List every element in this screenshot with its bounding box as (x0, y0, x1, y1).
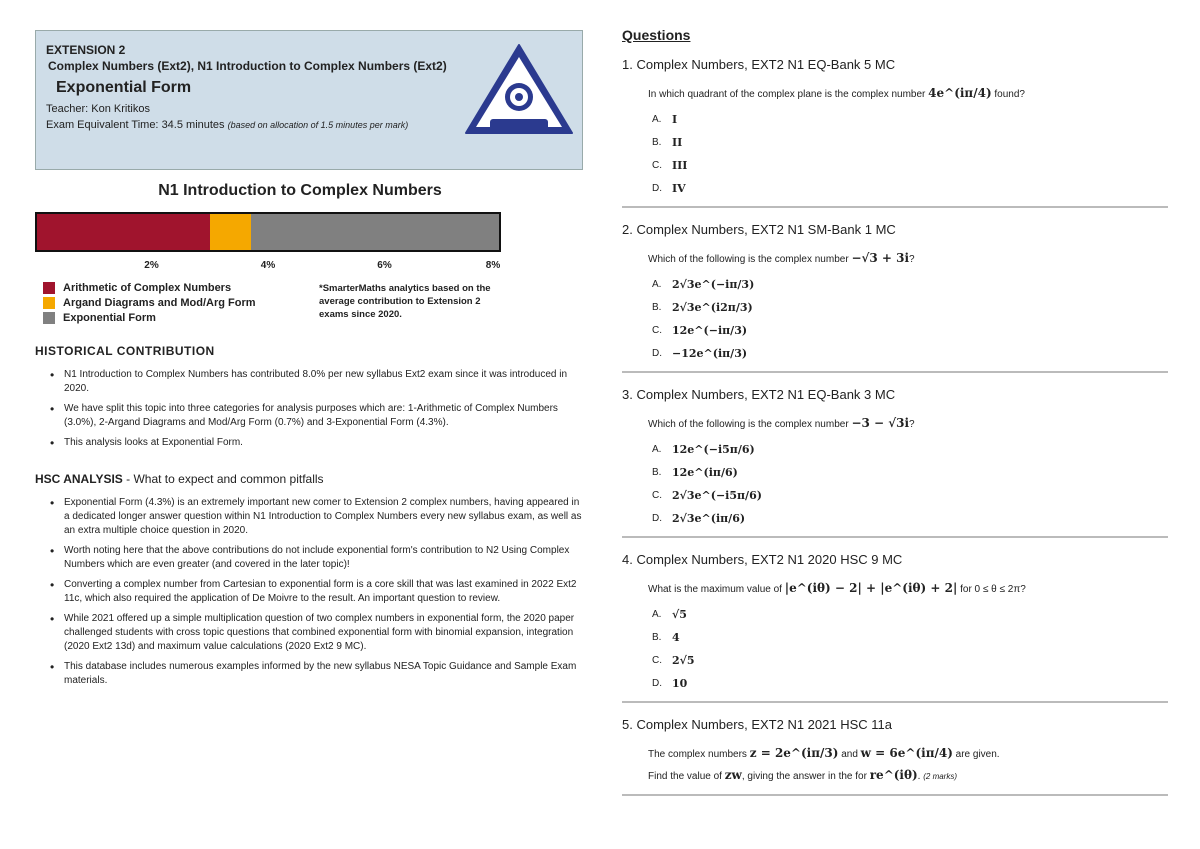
option-value: −12e^(iπ/3) (672, 347, 748, 360)
teacher-label: Teacher: (46, 103, 89, 115)
option-c[interactable] (652, 319, 1168, 342)
legend-swatch (43, 297, 55, 309)
option-value: 2√3e^(i2π/3) (672, 301, 753, 314)
topic-label: Complex Numbers (Ext2), N1 Introduction to Complex Numbers (Ext2) (48, 59, 447, 73)
question-title: 3. Complex Numbers, EXT2 N1 EQ-Bank 3 MC (622, 387, 896, 402)
school-logo (462, 41, 576, 141)
option-letter: B. (652, 467, 662, 478)
question-text-part: What is the maximum value of (648, 584, 785, 595)
option-letter: C. (652, 490, 662, 501)
option-value: 10 (672, 677, 688, 690)
option-letter: B. (652, 632, 662, 643)
question-5 (622, 717, 1168, 796)
question-1 (622, 57, 1168, 208)
question-text (622, 251, 1168, 265)
list-item: • Worth noting here that the above contributions do not include exponential form's contribution to N2 Using Complex Numbers which are even greater (and covered in the later topic)! (50, 544, 583, 572)
chart-legend (43, 280, 256, 325)
question-text (622, 416, 1168, 430)
q5-text: are given. (952, 749, 1000, 760)
q5-marks: (2 marks) (923, 772, 958, 781)
option-value: 2√3e^(−iπ/3) (672, 278, 755, 291)
q5-text: , giving the answer in the for (741, 771, 870, 782)
question-text (622, 86, 1168, 100)
q5-math-w: w = 6e^(iπ/4) (860, 746, 953, 760)
historical-list (35, 368, 583, 450)
question-title: 1. Complex Numbers, EXT2 N1 EQ-Bank 5 MC (622, 57, 896, 72)
option-letter: A. (652, 444, 662, 455)
legend-item (43, 295, 256, 310)
legend-label: Arithmetic of Complex Numbers (63, 281, 232, 294)
option-letter: A. (652, 609, 662, 620)
option-d[interactable] (652, 177, 1168, 200)
question-text (622, 768, 1168, 782)
question-text (622, 746, 1168, 760)
option-c[interactable] (652, 649, 1168, 672)
list-item: • Converting a complex number from Cartesian to exponential form is a core skill that was last examined in 2022 Ext2 11c, which also required the application of De Moivre to the result. An important question to review. (50, 578, 583, 606)
hsc-list (35, 496, 583, 688)
option-d[interactable] (652, 507, 1168, 530)
question-text-part: for 0 ≤ θ ≤ 2π? (957, 584, 1026, 595)
q5-text: and (838, 749, 861, 760)
option-letter: A. (652, 114, 662, 125)
option-value: 2√5 (672, 654, 695, 667)
bar-segment (37, 214, 210, 250)
questions-heading: Questions (622, 27, 691, 43)
x-tick-label: 6% (377, 260, 392, 271)
option-list (622, 438, 1168, 530)
left-column (35, 30, 583, 694)
x-tick-label: 2% (144, 260, 159, 271)
option-b[interactable] (652, 296, 1168, 319)
option-letter: D. (652, 183, 662, 194)
option-letter: A. (652, 279, 662, 290)
option-c[interactable] (652, 484, 1168, 507)
contribution-chart (35, 210, 583, 330)
list-item: • We have split this topic into three categories for analysis purposes which are: 1-Arithmetic of Complex Numbers (3.0%), 2-Argand Diagrams and Mod/Arg Form (0.7%) and 3-Exponential Form (4.3%). (50, 402, 583, 430)
page-title: Exponential Form (56, 79, 192, 96)
historical-heading: HISTORICAL CONTRIBUTION (35, 344, 215, 358)
question-math: |e^(iθ) − 2| + |e^(iθ) + 2| (784, 581, 958, 595)
list-item: • This database includes numerous examples informed by the new syllabus NESA Topic Guidance and Sample Exam materials. (50, 660, 583, 688)
question-4 (622, 552, 1168, 703)
chart-title: N1 Introduction to Complex Numbers (158, 182, 442, 199)
option-value: I (672, 113, 678, 126)
question-math: −√3 + 3i (851, 251, 910, 265)
option-value: 2√3e^(−i5π/6) (672, 489, 762, 502)
option-letter: B. (652, 137, 662, 148)
q5-text: The complex numbers (648, 749, 750, 760)
extension-label: EXTENSION 2 (46, 43, 126, 57)
option-value: 12e^(−i5π/6) (672, 443, 755, 456)
q5-text: Find the value of (648, 771, 725, 782)
option-list (622, 108, 1168, 200)
list-item: • This analysis looks at Exponential Form. (50, 436, 583, 450)
legend-item (43, 310, 256, 325)
hsc-heading-main: HSC ANALYSIS (35, 472, 123, 486)
option-value: 12e^(iπ/6) (672, 466, 738, 479)
question-text-part: Which of the following is the complex number (648, 254, 852, 265)
option-a[interactable] (652, 603, 1168, 626)
hsc-heading-sub: - What to expect and common pitfalls (122, 472, 324, 486)
time-value: 34.5 minutes (161, 119, 225, 131)
question-title: 4. Complex Numbers, EXT2 N1 2020 HSC 9 MC (622, 552, 903, 567)
option-letter: D. (652, 678, 662, 689)
teacher-name: Kon Kritikos (91, 103, 150, 115)
option-list (622, 273, 1168, 365)
option-b[interactable] (652, 131, 1168, 154)
bar-segment (210, 214, 250, 250)
option-d[interactable] (652, 342, 1168, 365)
option-value: 12e^(−iπ/3) (672, 324, 748, 337)
option-value: IV (672, 182, 686, 195)
legend-label: Argand Diagrams and Mod/Arg Form (63, 296, 256, 309)
legend-swatch (43, 312, 55, 324)
right-column (622, 27, 1168, 796)
stacked-bar (35, 212, 501, 252)
option-d[interactable] (652, 672, 1168, 695)
option-letter: C. (652, 325, 662, 336)
x-axis-ticks (35, 260, 501, 274)
option-letter: B. (652, 302, 662, 313)
bar-segment (251, 214, 499, 250)
legend-swatch (43, 282, 55, 294)
x-tick-label: 4% (260, 260, 276, 271)
option-value: 4 (672, 631, 680, 644)
list-item: • While 2021 offered up a simple multiplication question of two complex numbers in exponential form, the 2020 paper challenged students with cross topic questions that combined exponential form with binomial expansion, integration (2020 Ext2 13d) and maximum value calculations (2020 Ext2 9 MC). (50, 612, 583, 654)
option-a[interactable] (652, 273, 1168, 296)
legend-label: Exponential Form (63, 311, 156, 324)
question-3 (622, 387, 1168, 538)
option-a[interactable] (652, 438, 1168, 461)
q5-math-zw: zw (724, 768, 742, 782)
option-letter: C. (652, 160, 662, 171)
legend-item (43, 280, 256, 295)
list-item: • Exponential Form (4.3%) is an extremely important new comer to Extension 2 complex numbers, having appeared in a dedicated longer answer question within N1 Introduction to Complex Numbers every new syllabus exam, as well as an extra multiple choice question in 2020. (50, 496, 583, 538)
option-value: 2√3e^(iπ/6) (672, 512, 746, 525)
question-2 (622, 222, 1168, 373)
time-note: (based on allocation of 1.5 minutes per mark) (227, 120, 409, 130)
question-math: 4e^(iπ/4) (928, 86, 992, 100)
option-letter: D. (652, 348, 662, 359)
q5-text: . (917, 771, 921, 782)
header-box (35, 30, 583, 170)
option-b[interactable] (652, 626, 1168, 649)
question-title: 5. Complex Numbers, EXT2 N1 2021 HSC 11a (622, 717, 892, 732)
option-value: II (672, 136, 683, 149)
list-item: • N1 Introduction to Complex Numbers has contributed 8.0% per new syllabus Ext2 exam since it was introduced in 2020. (50, 368, 583, 396)
option-list (622, 603, 1168, 695)
question-title: 2. Complex Numbers, EXT2 N1 SM-Bank 1 MC (622, 222, 896, 237)
question-text (622, 581, 1168, 595)
time-label: Exam Equivalent Time: (46, 119, 159, 131)
question-text-part: ? (909, 254, 915, 265)
option-a[interactable] (652, 108, 1168, 131)
x-tick-label: 8% (485, 260, 501, 271)
option-b[interactable] (652, 461, 1168, 484)
hsc-heading (35, 472, 583, 486)
chart-note: *SmarterMaths analytics based on the average contribution to Extension 2 exams since 2020. (319, 283, 491, 320)
question-text-part: ? (909, 419, 915, 430)
option-letter: C. (652, 655, 662, 666)
q5-math-z: z = 2e^(iπ/3) (749, 746, 839, 760)
question-math: −3 − √3i (851, 416, 910, 430)
q5-math-form: re^(iθ) (869, 768, 918, 782)
question-text-part: Which of the following is the complex number (648, 419, 852, 430)
option-letter: D. (652, 513, 662, 524)
question-text-part: found? (991, 89, 1025, 100)
option-c[interactable] (652, 154, 1168, 177)
question-list (622, 57, 1168, 703)
option-value: √5 (672, 608, 687, 621)
option-value: III (672, 159, 688, 172)
question-text-part: In which quadrant of the complex plane is the complex number (648, 89, 929, 100)
